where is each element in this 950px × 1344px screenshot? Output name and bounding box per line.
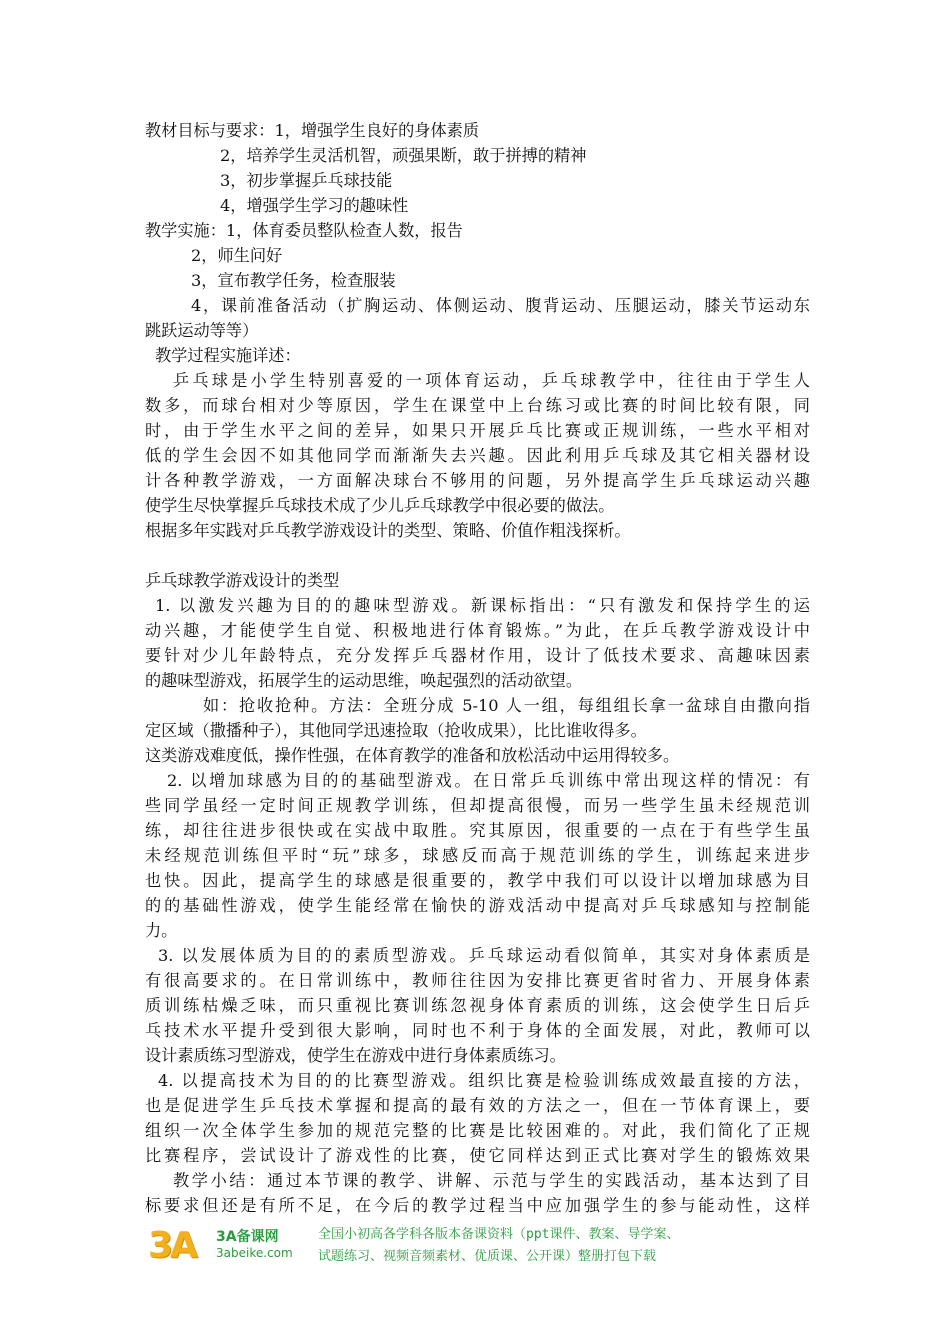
document-body	[145, 118, 810, 1218]
text-line: 质训练枯燥乏味，而只重视比赛训练忽视身体育素质的训练，这会使学生日后乒	[145, 996, 810, 1015]
footer-banner	[148, 1224, 808, 1272]
text-line: 教材目标与要求：1，增强学生良好的身体素质	[145, 121, 480, 140]
text-line: 如：抢收抢种。方法：全班分成 5-10 人一组，每组组长拿一盆球自由撒向指	[203, 696, 810, 715]
text-line: 这类游戏难度低，操作性强，在体育教学的准备和放松活动中运用得较多。	[145, 746, 680, 765]
logo-url: 3abeike.com	[216, 1246, 293, 1260]
text-line: 乒乓球是小学生特别喜爱的一项体育运动，乒乓球教学中，往往由于学生人	[173, 371, 810, 390]
text-line: 4，增强学生学习的趣味性	[220, 196, 409, 215]
text-line: 2，培养学生灵活机智，顽强果断，敢于拼搏的精神	[220, 146, 587, 165]
logo-name: 3A备课网	[216, 1229, 279, 1245]
logo-mark: 3A	[148, 1225, 195, 1266]
text-line: 标要求但还是有所不足，在今后的教学过程当中应加强学生的参与能动性，这样	[145, 1196, 810, 1215]
text-line: 的趣味型游戏，拓展学生的运动思维，唤起强烈的活动欲望。	[145, 671, 583, 690]
text-line: 时，由于学生水平之间的差异，如果只开展乒乓比赛或正规训练，一些水平相对	[145, 421, 810, 440]
promo-text	[318, 1224, 808, 1268]
text-line: 设计素质练习型游戏，使学生在游戏中进行身体素质练习。	[145, 1046, 566, 1065]
text-line: 动兴趣，才能使学生自觉、积极地进行体育锻炼。”为此，在乒乓教学游戏设计中	[145, 621, 810, 640]
text-line: 3，初步掌握乒乓球技能	[220, 171, 393, 190]
text-line: 有很高要求的。在日常训练中，教师往往因为安排比赛更省时省力、开展身体素	[145, 971, 810, 990]
text-line: 教学实施：1，体育委员整队检查人数，报告	[145, 221, 463, 240]
text-line: 数多，而球台相对少等原因，学生在课堂中上台练习或比赛的时间比较有限，同	[145, 396, 810, 415]
text-line: 计各种教学游戏，一方面解决球台不够用的问题，另外提高学生乒乓球运动兴趣	[145, 471, 810, 490]
text-line: 教学小结：通过本节课的教学、讲解、示范与学生的实践活动，基本达到了目	[173, 1171, 810, 1190]
text-line: 比赛程序，尝试设计了游戏性的比赛，使它同样达到正式比赛对学生的锻炼效果	[145, 1146, 810, 1165]
text-line: 乒乓球教学游戏设计的类型	[145, 571, 340, 590]
promo-line-2: 试题练习、视频音频素材、优质课、公开课）整册打包下载	[318, 1249, 657, 1264]
text-line: 4. 以提高技术为目的的比赛型游戏。组织比赛是检验训练成效最直接的方法，	[158, 1071, 810, 1090]
text-line: 根据多年实践对乒乓教学游戏设计的类型、策略、价值作粗浅探析。	[145, 521, 631, 540]
text-line: 未经规范训练但平时“玩”球多，球感反而高于规范训练的学生，训练起来进步	[145, 846, 810, 865]
site-logo[interactable]	[148, 1224, 308, 1270]
blank-line	[145, 543, 810, 568]
text-line: 教学过程实施详述：	[155, 346, 301, 365]
text-line: 2，师生问好	[191, 246, 283, 265]
text-line: 也是促进学生乒乓技术掌握和提高的最有效的方法之一，但在一节体育课上，要	[145, 1096, 810, 1115]
text-line: 力。	[145, 921, 178, 940]
text-line: 乓技术水平提升受到很大影响，同时也不利于身体的全面发展，对此，教师可以	[145, 1021, 810, 1040]
text-line: 使学生尽快掌握乒乓球技术成了少儿乒乓球教学中很必要的做法。	[145, 496, 615, 515]
text-line: 跳跃运动等等）	[145, 321, 259, 340]
text-line: 3，宣布教学任务，检查服装	[191, 271, 396, 290]
text-line: 4，课前准备活动（扩胸运动、体侧运动、腹背运动、压腿运动，膝关节运动东	[191, 296, 810, 315]
text-line: 2. 以增加球感为目的的基础型游戏。在日常乒乓训练中常出现这样的情况：有	[167, 771, 810, 790]
text-line: 要针对少儿年龄特点，充分发挥乒乓器材作用，设计了低技术要求、高趣味因素	[145, 646, 810, 665]
text-line: 的的基础性游戏，使学生能经常在愉快的游戏活动中提高对乒乓球感知与控制能	[145, 896, 810, 915]
promo-line-1: 全国小初高各学科各版本备课资料（ppt课件、教案、导学案、	[318, 1227, 680, 1242]
text-line: 些同学虽经一定时间正规教学训练，但却提高很慢，而另一些学生虽未经规范训	[145, 796, 810, 815]
text-line: 低的学生会因不如其他同学而渐渐失去兴趣。因此利用乒乓球及其它相关器材设	[145, 446, 810, 465]
text-line: 组织一次全体学生参加的规范完整的比赛是比较困难的。对此，我们简化了正规	[145, 1121, 810, 1140]
text-line: 定区域（撒播种子），其他同学迅速捡取（抢收成果），比比谁收得多。	[145, 721, 647, 740]
text-line: 也快。因此，提高学生的球感是很重要的，教学中我们可以设计以增加球感为目	[145, 871, 810, 890]
text-line: 练，却往往进步很快或在实战中取胜。究其原因，很重要的一点在于有些学生虽	[145, 821, 810, 840]
text-line: 1. 以激发兴趣为目的的趣味型游戏。新课标指出：“只有激发和保持学生的运	[155, 596, 810, 615]
text-line: 3. 以发展体质为目的的素质型游戏。乒乓球运动看似简单，其实对身体素质是	[158, 946, 810, 965]
